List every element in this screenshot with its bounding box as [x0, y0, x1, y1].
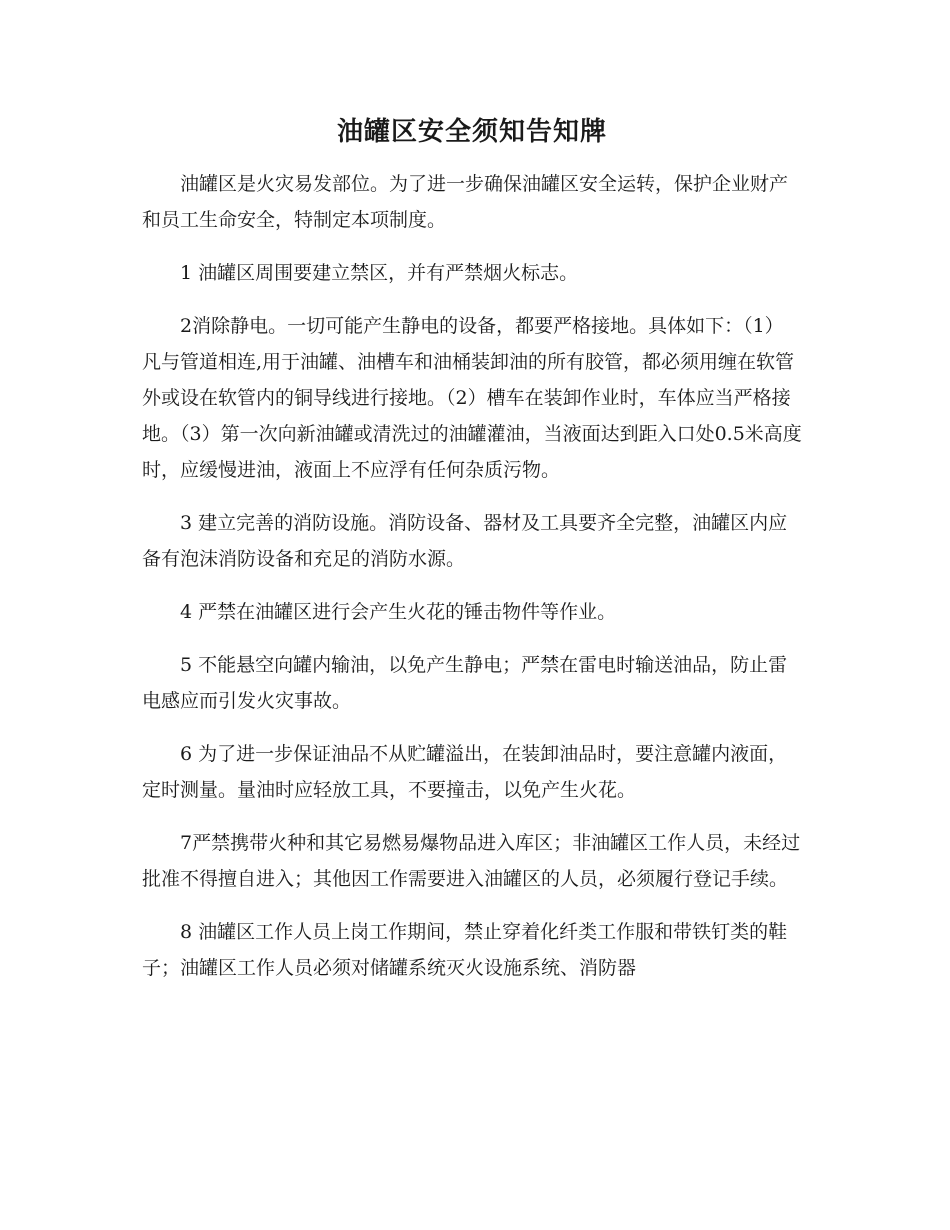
rule-7-paragraph: 7严禁携带火种和其它易燃易爆物品进入库区；非油罐区工作人员，未经过批准不得擅自进入；其他因工作需要进入油罐区的人员，必须履行登记手续。	[142, 832, 801, 890]
document-body	[142, 112, 802, 1003]
rule-3-paragraph: 3 建立完善的消防设施。消防设备、器材及工具要齐全完整，油罐区内应备有泡沫消防设备和充足的消防水源。	[142, 512, 788, 570]
rule-8-paragraph: 8 油罐区工作人员上岗工作期间，禁止穿着化纤类工作服和带铁钉类的鞋子；油罐区工作人员必须对储罐系统灭火设施系统、消防器	[142, 921, 788, 979]
rule-2-paragraph: 2消除静电。一切可能产生静电的设备，都要严格接地。具体如下：（1）凡与管道相连,用于油罐、油槽车和油桶装卸油的所有胶管，都必须用缠在软管外或设在软管内的铜导线进行接地。（2）槽车在装卸作业时，车体应当严格接地。（3）第一次向新油罐或清洗过的油罐灌油，当液面达到距入口处0.5米高度时，应缓慢进油，液面上不应浮有任何杂质污物。	[142, 315, 802, 481]
rule-4-paragraph: 4 严禁在油罐区进行会产生火花的锤击物件等作业。	[180, 601, 617, 623]
document-title: 油罐区安全须知告知牌	[336, 117, 607, 147]
rule-1-paragraph: 1 油罐区周围要建立禁区，并有严禁烟火标志。	[180, 262, 579, 284]
intro-paragraph: 油罐区是火灾易发部位。为了进一步确保油罐区安全运转，保护企业财产和员工生命安全，特制定本项制度。	[142, 173, 789, 231]
rule-5-paragraph: 5 不能悬空向罐内输油，以免产生静电；严禁在雷电时输送油品，防止雷电感应而引发火灾事故。	[142, 654, 788, 712]
rule-6-paragraph: 6 为了进一步保证油品不从贮罐溢出，在装卸油品时，要注意罐内液面，定时测量。量油时应轻放工具，不要撞击，以免产生火花。	[142, 743, 788, 801]
